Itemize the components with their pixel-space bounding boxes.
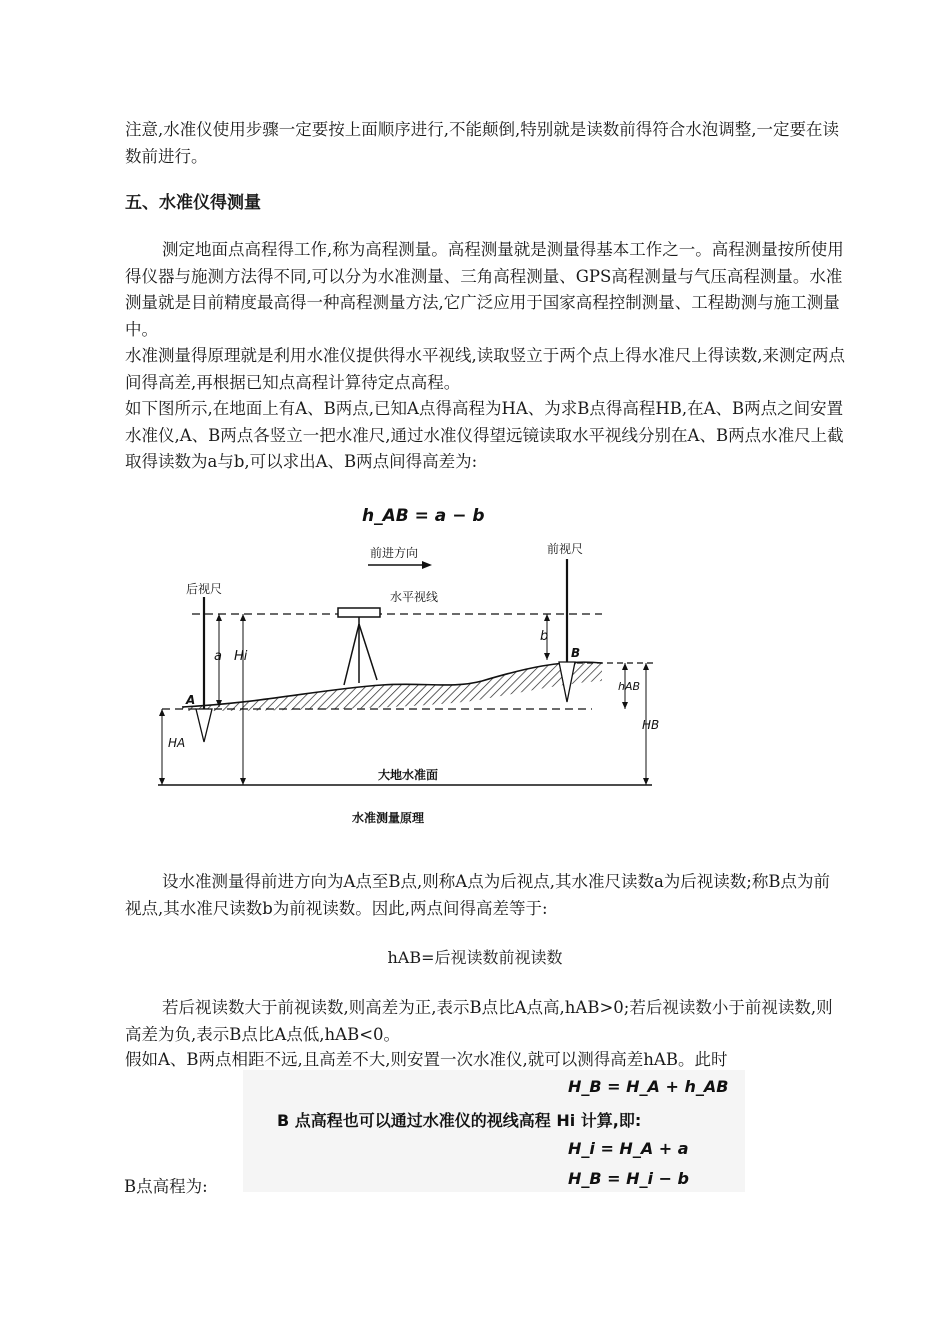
formula-hb-diff: H_B = H_i − b — [568, 1169, 690, 1188]
point-a-label: A — [186, 693, 196, 707]
formula-image — [243, 1070, 745, 1192]
back-rod-label: 后视尺 — [186, 582, 223, 596]
formula-hb-sum: H_B = H_A + h_AB — [568, 1077, 729, 1096]
datum-label: 大地水准面 — [378, 768, 439, 782]
point-b-label: B — [571, 646, 581, 660]
diagram-formula: h_AB = a − b — [362, 506, 485, 526]
reading-a-label: a — [214, 649, 222, 664]
reading-b-label: b — [540, 629, 549, 644]
principle-paragraph: 水准测量得原理就是利用水准仪提供得水平视线,读取竖立于两个点上得水准尺上得读数,来测定两点间得高差,再根据已知点高程计算待定点高程。 — [125, 346, 845, 392]
formula-hi: H_i = H_A + a — [568, 1139, 689, 1158]
b-elevation-label: B点高程为: — [124, 1177, 208, 1196]
front-rod-label: 前视尺 — [547, 542, 584, 556]
hab-label: hAB — [618, 680, 641, 693]
level-instrument — [338, 608, 380, 617]
formula-hi-intro: B 点高程也可以通过水准仪的视线高程 Hi 计算,即: — [277, 1111, 642, 1130]
intro-paragraph: 测定地面点高程得工作,称为高程测量。高程测量就是测量得基本工作之一。高程测量按所使用得仪器与施测方法得不同,可以分为水准测量、三角高程测量、GPS高程测量与气压高程测量。水准测量就是目前精度最高得一种高程测量方法,它广泛应用于国家高程控制测量、工程勘测与施工测量中。 — [125, 240, 844, 339]
sign-paragraph: 若后视读数大于前视读数,则高差为正,表示B点比A点高,hAB>0;若后视读数小于前视读数,则高差为负,表示B点比A点低,hAB<0。 — [125, 998, 833, 1044]
hi-label: Hi — [234, 649, 248, 664]
hab-formula: hAB=后视读数前视读数 — [387, 948, 563, 967]
closing-paragraph: 假如A、B两点相距不远,且高差不大,则安置一次水准仪,就可以测得高差hAB。此时 — [125, 1050, 728, 1069]
direction-label: 前进方向 — [370, 546, 419, 560]
diagram-caption: 水准测量原理 — [352, 811, 425, 825]
leveling-principle-diagram — [122, 497, 688, 832]
note-paragraph: 注意,水准仪使用步骤一定要按上面顺序进行,不能颠倒,特别就是读数前得符合水泡调整,一定要在读数前进行。 — [125, 120, 839, 166]
hb-label: HB — [642, 718, 660, 732]
ha-label: HA — [168, 736, 186, 750]
sight-line-label: 水平视线 — [390, 590, 439, 604]
backsight-paragraph: 设水准测量得前进方向为A点至B点,则称A点为后视点,其水准尺读数a为后视读数;称B点为前视点,其水准尺读数b为前视读数。因此,两点间得高差等于: — [125, 872, 830, 918]
section-heading: 五、水准仪得测量 — [125, 193, 261, 213]
figure-intro-paragraph: 如下图所示,在地面上有A、B两点,已知A点得高程为HA、为求B点得高程HB,在A、B两点之间安置水准仪,A、B两点各竖立一把水准尺,通过水准仪得望远镜读取水平视线分别在A、B两点水准尺上截取得读数为a与b,可以求出A、B两点间得高差为: — [125, 399, 844, 471]
